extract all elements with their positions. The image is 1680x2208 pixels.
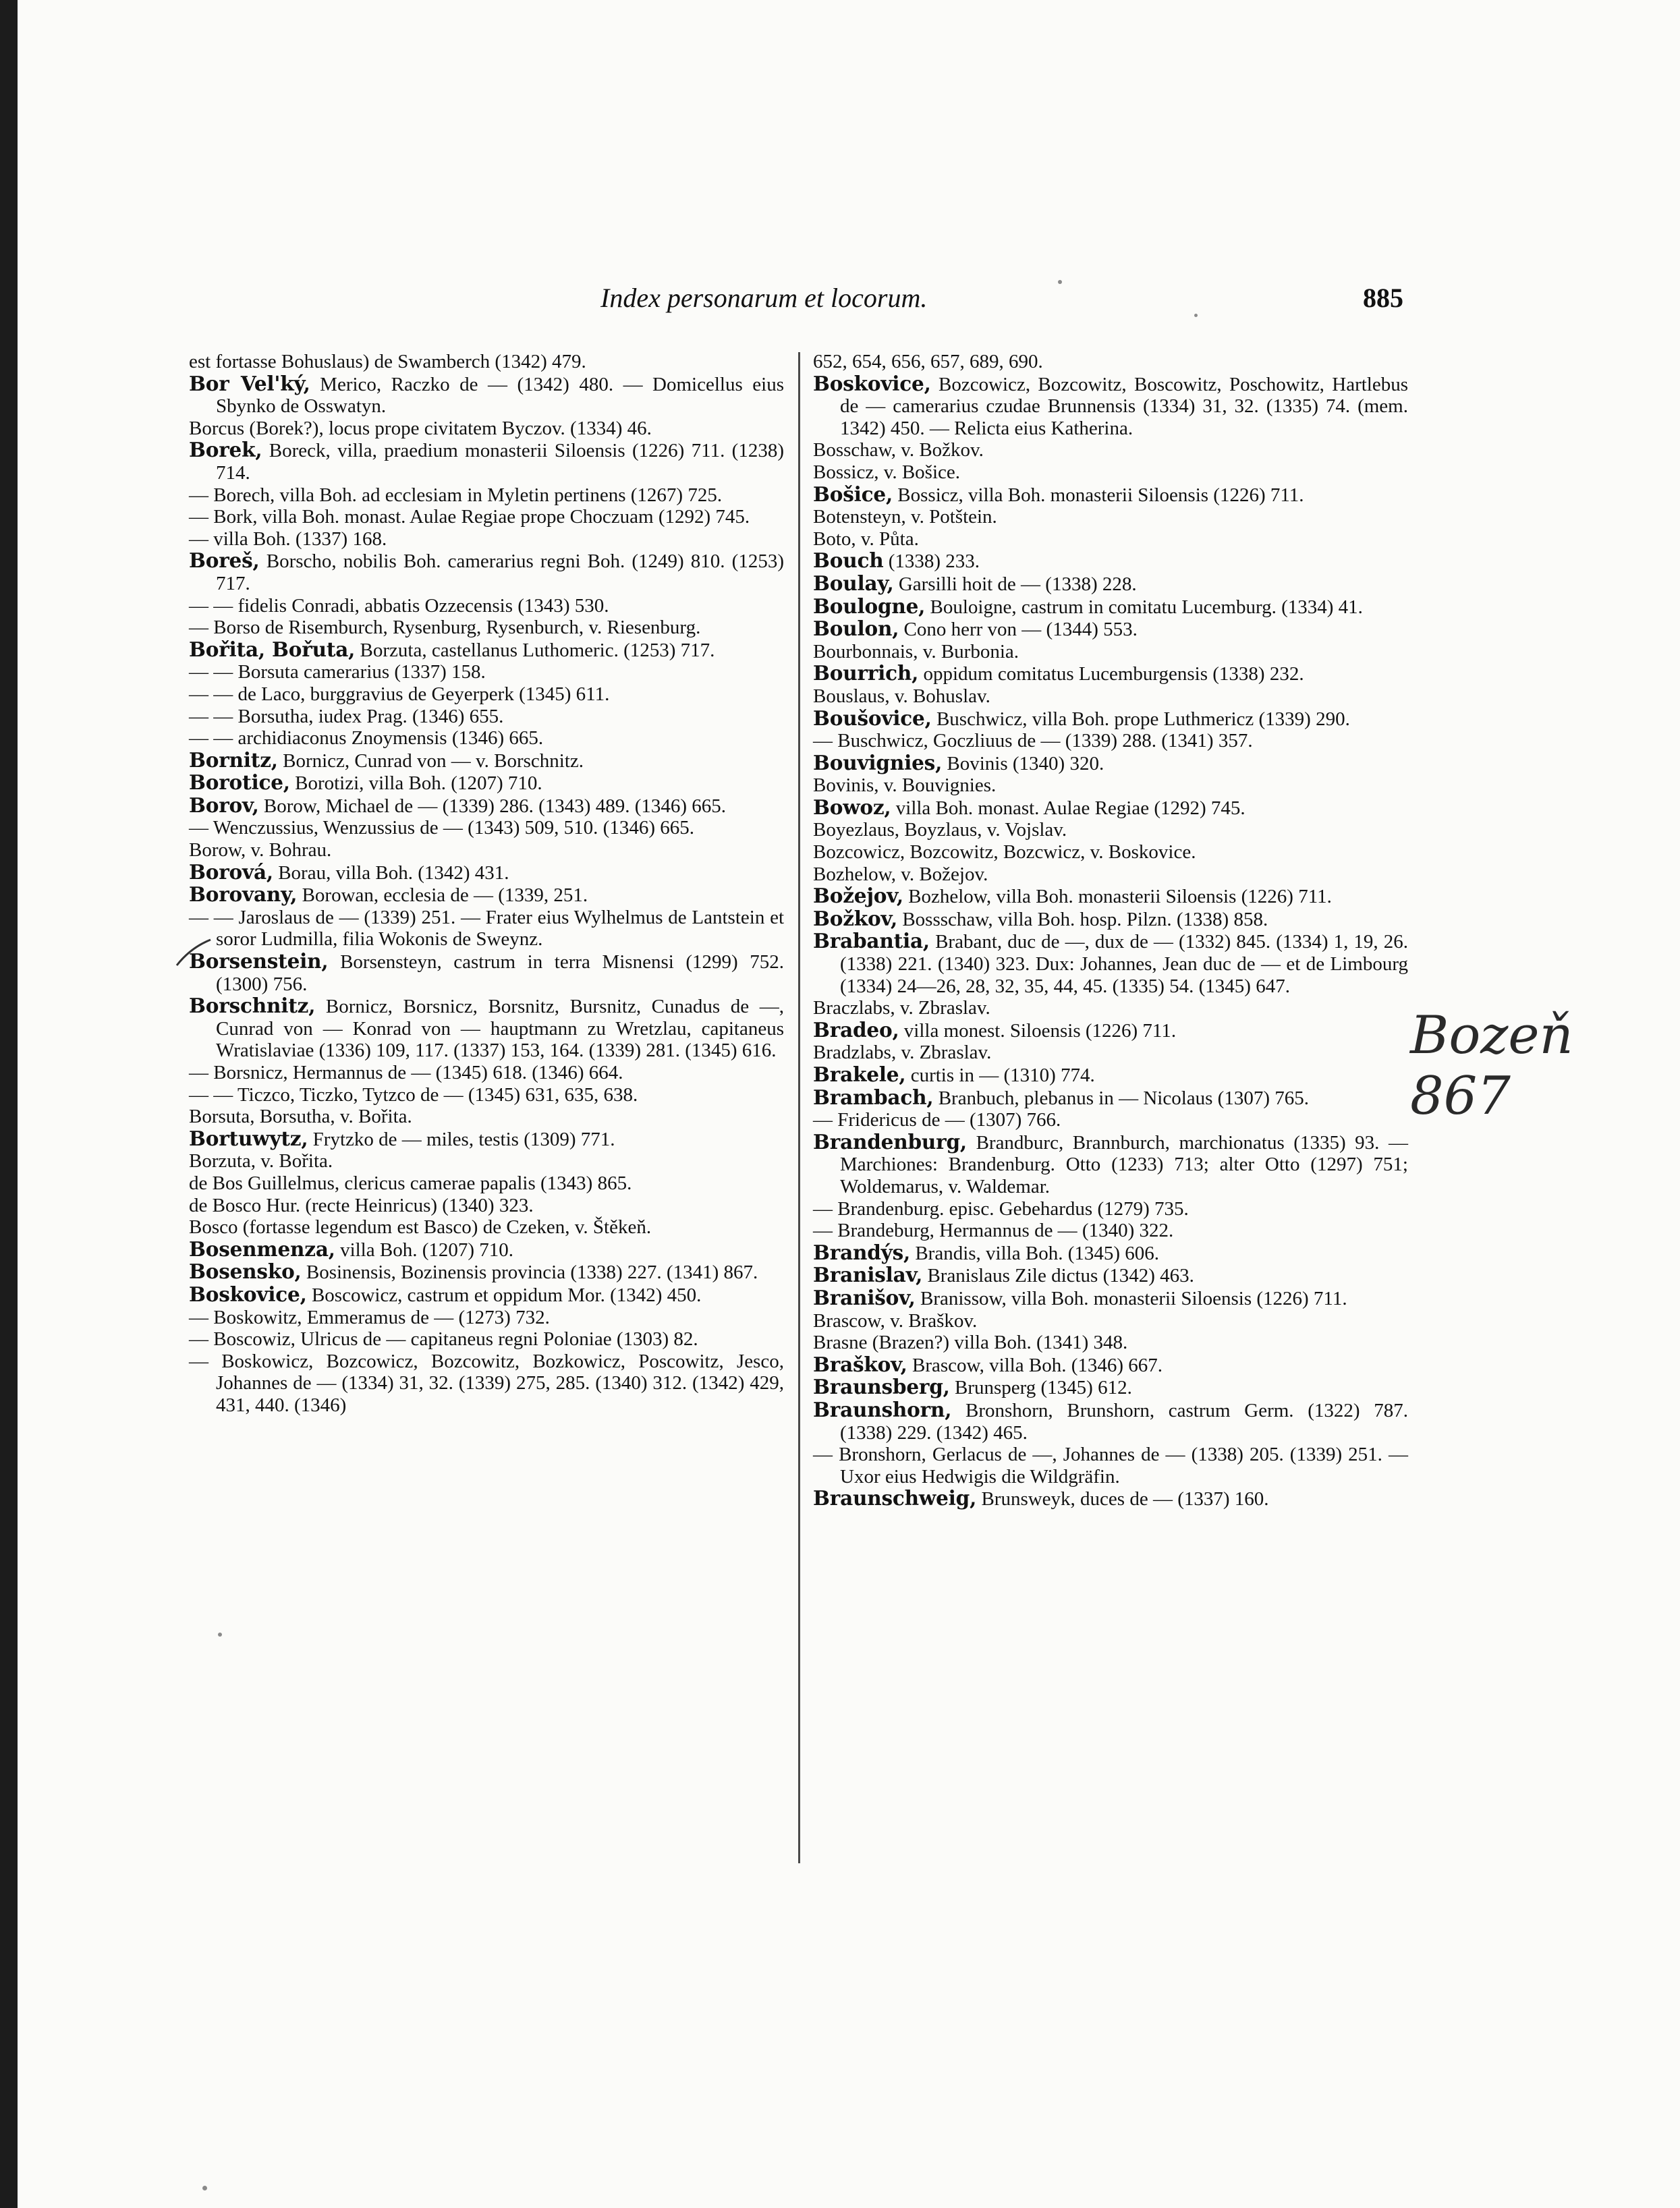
index-entry [813, 1042, 1408, 1064]
index-entry-headword: Bošice, [813, 482, 893, 506]
index-entry [189, 951, 784, 995]
index-entry [189, 1106, 784, 1128]
index-entry-headword: Borsenstein, [189, 949, 329, 973]
index-entry-headword: Braunshorn, [813, 1397, 952, 1421]
index-entry-text: Buschwicz, villa Boh. prope Luthmericz (1339) 290. [931, 708, 1350, 730]
index-entry-headword: Brandenburg, [813, 1129, 967, 1154]
index-entry [813, 1444, 1408, 1488]
index-entry-text: Bossschaw, villa Boh. hosp. Pilzn. (1338) 858. [897, 908, 1268, 930]
running-head [600, 282, 1403, 320]
index-entry-headword: Bosensko, [189, 1259, 302, 1284]
index-entry-text: Boscowicz, castrum et oppidum Mor. (1342) 450. [306, 1284, 702, 1306]
index-entry [813, 1399, 1408, 1444]
index-entry-headword: Brandýs, [813, 1240, 911, 1264]
index-entry [813, 1242, 1408, 1265]
index-entry [189, 995, 784, 1062]
index-entry [813, 1064, 1408, 1087]
scan-left-edge [0, 0, 18, 2208]
index-entry-text: Bovinis (1340) 320. [942, 752, 1104, 774]
index-entry [813, 685, 1408, 708]
index-entry [189, 727, 784, 749]
index-entry-text: — Borech, villa Boh. ad ecclesiam in Myletin pertinens (1267) 725. [189, 484, 723, 506]
index-entry [189, 639, 784, 662]
index-entry [813, 573, 1408, 596]
margin-note-text: Bozeň 867 [1410, 1005, 1573, 1127]
index-entry-text: Borowan, ecclesia de — (1339, 251. [297, 884, 588, 907]
index-entry [813, 841, 1408, 864]
index-entry-headword: Bouvignies, [813, 750, 943, 774]
index-entry [813, 752, 1408, 775]
index-entry [813, 1287, 1408, 1310]
index-entry [189, 861, 784, 884]
index-entry-text: — Bronshorn, Gerlacus de —, Johannes de — (1338) 205. (1339) 251. — Uxor eius Hedwigis die Wildgräfin. [813, 1444, 1408, 1488]
index-entry [813, 930, 1408, 997]
index-entry-text: 652, 654, 656, 657, 689, 690. [813, 351, 1043, 372]
index-entry [189, 373, 784, 418]
index-entry-headword: Borek, [189, 438, 262, 462]
index-entry-text: Bornicz, Borsnicz, Borsnitz, Bursnitz, Cunadus de —, Cunrad von — Konrad von — hauptmann zu Wretzlau, capitaneus Wratislaviae (1336) 109, 117. (1337) 153, 164. (1339) 281. (1345) 616. [216, 996, 784, 1062]
index-column-right [813, 351, 1408, 1875]
index-entry-text: Borau, villa Boh. (1342) 431. [273, 861, 509, 884]
index-entry [813, 1264, 1408, 1287]
index-entry-text: Cono herr von — (1344) 553. [899, 619, 1138, 641]
index-entry-text: de Bosco Hur. (recte Heinricus) (1340) 323. [189, 1194, 534, 1216]
index-entry [189, 749, 784, 772]
index-entry-text: Bradzlabs, v. Zbraslav. [813, 1042, 992, 1064]
index-entry-headword: Bornitz, [189, 747, 278, 772]
index-entry [813, 373, 1408, 440]
index-entry [189, 1084, 784, 1106]
index-entry-text: — Borso de Risemburch, Rysenburg, Rysenburch, v. Riesenburg. [189, 617, 701, 639]
index-entry [813, 819, 1408, 841]
index-entry-text: Bronshorn, Brunshorn, castrum Germ. (1322) 787. (1338) 229. (1342) 465. [840, 1399, 1408, 1444]
index-entry-text: — — Borsutha, iudex Prag. (1346) 655. [189, 705, 504, 727]
index-entry [813, 351, 1408, 373]
index-entry-text: Bozcowicz, Bozcowitz, Bozcwicz, v. Boskovice. [813, 841, 1196, 864]
running-title: Index personarum et locorum. [600, 283, 928, 313]
index-entry [189, 661, 784, 683]
index-entry [813, 641, 1408, 663]
index-entry [813, 1019, 1408, 1042]
index-entry [189, 528, 784, 550]
index-entry [813, 774, 1408, 797]
index-entry-text: Brasne (Brazen?) villa Boh. (1341) 348. [813, 1332, 1128, 1354]
index-entry-text: Boyezlaus, Boyzlaus, v. Vojslav. [813, 819, 1067, 841]
index-entry-headword: Boušovice, [813, 706, 932, 730]
index-entry-headword: Borovany, [189, 882, 298, 907]
index-entry [189, 1128, 784, 1151]
index-entry-text: — — Ticzco, Ticzko, Tytzco de — (1345) 631, 635, 638. [189, 1083, 638, 1106]
index-entry-text: Bouloigne, castrum in comitatu Lucemburg. (1334) 41. [925, 596, 1363, 618]
index-entry-text: Branbuch, plebanus in — Nicolaus (1307) 765. [933, 1087, 1309, 1109]
index-entry-text: Brandis, villa Boh. (1345) 606. [910, 1242, 1160, 1264]
index-entry [189, 1261, 784, 1284]
index-entry [813, 997, 1408, 1019]
index-entry-text: Garsilli hoit de — (1338) 228. [893, 573, 1137, 595]
index-entry-headword: Božkov, [813, 906, 898, 930]
index-entry-headword: Braškov, [813, 1352, 907, 1376]
index-entry-text: Boto, v. Půta. [813, 528, 919, 550]
index-entry [813, 662, 1408, 685]
margin-pointer-mark [174, 934, 212, 975]
index-entry [813, 1310, 1408, 1332]
index-entry-text: Brascow, v. Braškov. [813, 1309, 978, 1332]
index-entry [189, 817, 784, 839]
index-entry-headword: Bourrich, [813, 661, 919, 685]
index-entry-headword: Borotice, [189, 770, 290, 795]
handwritten-margin-note [1410, 1005, 1653, 1127]
index-entry-headword: Božejov, [813, 884, 903, 908]
index-entry-text: Bossicz, villa Boh. monasterii Siloensis (1226) 711. [893, 484, 1304, 506]
index-entry [813, 528, 1408, 550]
index-entry [813, 908, 1408, 931]
index-entry-headword: Borov, [189, 793, 259, 817]
index-entry-text: Brunsperg (1345) 612. [949, 1377, 1132, 1399]
index-entry-headword: Borschnitz, [189, 994, 316, 1018]
scan-speck [1194, 314, 1198, 317]
index-entry-text: — Bork, villa Boh. monast. Aulae Regiae prope Choczuam (1292) 745. [189, 506, 750, 528]
index-entry [189, 550, 784, 594]
index-entry [189, 1172, 784, 1195]
scan-speck [218, 1633, 222, 1637]
index-entry [189, 795, 784, 818]
index-entry [813, 1131, 1408, 1198]
index-entry [813, 1332, 1408, 1354]
index-entry-text: de Bos Guillelmus, clericus camerae papalis (1343) 865. [189, 1172, 632, 1194]
index-entry-text: Botensteyn, v. Potštein. [813, 506, 997, 528]
index-entry-text: Bozcowicz, Bozcowitz, Boscowitz, Poschowitz, Hartlebus de — camerarius czudae Brunnensis (1334) 31, 32. (1335) 74. (mem. 1342) 450. — Relicta eius Katherina. [840, 373, 1408, 439]
index-entry-headword: Bouch [813, 548, 884, 573]
index-entry [813, 618, 1408, 641]
index-entry-headword: Bradeo, [813, 1017, 899, 1042]
index-entry [189, 1062, 784, 1084]
scan-speck [202, 2186, 207, 2190]
index-entry-text: — Boskowicz, Bozcowicz, Bozcowitz, Bozkowicz, Poscowitz, Jesco, Johannes de — (1334) 31, 32. (1339) 275, 285. (1340) 312. (1342) 429, 431, 440. (1346) [189, 1350, 784, 1416]
index-entry-text: Branislaus Zile dictus (1342) 463. [922, 1265, 1194, 1287]
index-entry [189, 907, 784, 951]
index-entry-headword: Brabantia, [813, 929, 930, 953]
page-number: 885 [1363, 283, 1403, 313]
index-entry-text: Borzuta, castellanus Luthomeric. (1253) 717. [355, 639, 715, 661]
index-entry-headword: Bowoz, [813, 795, 891, 819]
index-entry-text: Borotizi, villa Boh. (1207) 710. [289, 772, 542, 795]
index-entry [813, 1087, 1408, 1110]
index-entry-headword: Branišov, [813, 1285, 916, 1309]
index-entry [189, 772, 784, 795]
index-entry-text: Bosco (fortasse legendum est Basco) de Czeken, v. Štěkeň. [189, 1216, 652, 1239]
index-entry-text: Boreck, villa, praedium monasterii Siloensis (1226) 711. (1238) 714. [216, 440, 784, 484]
index-entry-text: villa monest. Siloensis (1226) 711. [899, 1019, 1177, 1042]
index-entry-text: — — fidelis Conradi, abbatis Ozzecensis (1343) 530. [189, 594, 609, 617]
index-entry-text: curtis in — (1310) 774. [905, 1065, 1095, 1086]
index-entry-text: — Wenczussius, Wenzussius de — (1343) 509, 510. (1346) 665. [189, 817, 694, 839]
index-entry [189, 1284, 784, 1307]
index-entry [813, 1376, 1408, 1399]
index-entry-headword: Bosenmenza, [189, 1237, 335, 1261]
index-entry [189, 1216, 784, 1239]
index-entry-text: — Boskowitz, Emmeramus de — (1273) 732. [189, 1306, 550, 1328]
index-entry-text: Merico, Raczko de — (1342) 480. — Domicellus eius Sbynko de Osswatyn. [216, 373, 784, 418]
index-entry-text: — Borsnicz, Hermannus de — (1345) 618. (1346) 664. [189, 1062, 623, 1083]
index-entry [813, 730, 1408, 752]
index-entry-headword: Brambach, [813, 1085, 934, 1109]
index-entry-text: Borcus (Borek?), locus prope civitatem Byczov. (1334) 46. [189, 417, 652, 439]
index-entry-text: — — archidiaconus Znoymensis (1346) 665. [189, 727, 544, 749]
index-entry-text: Branissow, villa Boh. monasterii Siloensis (1226) 711. [915, 1287, 1347, 1309]
index-entry-text: Brabant, duc de —, dux de — (1332) 845. (1334) 1, 19, 26. (1338) 221. (1340) 323. Dux: Johannes, Jean duc de — et de Limbourg (1334) 24—26, 28, 32, 35, 44, 45. (1335) 54. (1345) 647. [840, 931, 1408, 997]
index-entry [189, 506, 784, 528]
index-entry [189, 1307, 784, 1329]
index-entry [813, 1354, 1408, 1377]
index-entry [189, 617, 784, 639]
index-entry-text: Borsensteyn, castrum in terra Misnensi (1299) 752. (1300) 756. [216, 951, 784, 995]
index-entry [813, 484, 1408, 507]
index-entry-text: Borscho, nobilis Boh. camerarius regni Boh. (1249) 810. (1253) 717. [216, 550, 784, 594]
index-entry-text: Bozhelow, v. Božejov. [813, 863, 988, 885]
index-entry-text: Borow, v. Bohrau. [189, 839, 332, 861]
index-entry [189, 683, 784, 706]
index-entry [189, 351, 784, 373]
column-divider [798, 352, 800, 1863]
index-entry-text: Bozhelow, villa Boh. monasterii Siloensis (1226) 711. [903, 886, 1332, 908]
index-entry [813, 1198, 1408, 1220]
index-entry [813, 550, 1408, 573]
index-entry-headword: Brakele, [813, 1063, 906, 1086]
index-entry-text: est fortasse Bohuslaus) de Swamberch (1342) 479. [189, 351, 586, 372]
index-entry-headword: Bořita, Bořuta, [189, 637, 356, 661]
index-entry [189, 418, 784, 440]
index-entry-headword: Boreš, [189, 548, 260, 573]
index-entry-text: villa Boh. monast. Aulae Regiae (1292) 745. [891, 797, 1245, 819]
index-column-left [189, 351, 784, 1875]
index-entry-text: Bornicz, Cunrad von — v. Borschnitz. [277, 749, 584, 772]
index-entry-text: Bosschaw, v. Božkov. [813, 439, 984, 461]
index-entry-text: — — Borsuta camerarius (1337) 158. [189, 661, 486, 683]
index-entry-text: — villa Boh. (1337) 168. [189, 528, 387, 550]
index-entry [189, 706, 784, 728]
index-entry [813, 439, 1408, 461]
index-entry [813, 864, 1408, 886]
index-entry-headword: Branislav, [813, 1263, 923, 1287]
index-entry-text: Brandburc, Brannburch, marchionatus (1335) 93. — Marchiones: Brandenburg. Otto (1233) 713; alter Otto (1297) 751; Woldemarus, v. Waldemar. [840, 1131, 1408, 1197]
index-entry-text: Bovinis, v. Bouvignies. [813, 774, 997, 797]
index-entry-text: Borzuta, v. Bořita. [189, 1150, 333, 1172]
index-entry [189, 884, 784, 907]
index-entry-text: — Boscowiz, Ulricus de — capitaneus regni Poloniae (1303) 82. [189, 1328, 698, 1351]
index-entry-text: oppidum comitatus Lucemburgensis (1338) 232. [918, 663, 1304, 685]
index-entry-headword: Bor Vel'ký, [189, 371, 310, 395]
index-entry-text: Borow, Michael de — (1339) 286. (1343) 489. (1346) 665. [258, 795, 727, 817]
index-entry [189, 484, 784, 507]
index-entry [813, 708, 1408, 731]
index-entry-headword: Braunschweig, [813, 1486, 977, 1510]
index-entry [189, 1351, 784, 1417]
index-entry-text: Bouslaus, v. Bohuslav. [813, 685, 990, 707]
index-entry [813, 797, 1408, 820]
index-entry [189, 839, 784, 861]
index-entry-text: — Brandenburg. episc. Gebehardus (1279) 735. [813, 1197, 1189, 1220]
index-entry [813, 1488, 1408, 1510]
index-entry [813, 885, 1408, 908]
index-entry-headword: Boskovice, [813, 371, 931, 395]
index-entry-text: Bourbonnais, v. Burbonia. [813, 640, 1019, 662]
index-entry-text: Bossicz, v. Bošice. [813, 461, 961, 483]
index-entry-headword: Braunsberg, [813, 1375, 950, 1399]
index-entry-text: (1338) 233. [883, 550, 980, 573]
index-entry-text: Braczlabs, v. Zbraslav. [813, 997, 990, 1019]
index-entry-text: Frytzko de — miles, testis (1309) 771. [308, 1128, 615, 1150]
index-entry-text: Borsuta, Borsutha, v. Bořita. [189, 1106, 412, 1128]
index-entry-text: — Brandeburg, Hermannus de — (1340) 322. [813, 1220, 1174, 1242]
index-entry [189, 1150, 784, 1172]
scan-speck [1058, 280, 1062, 284]
index-entry-text: — Buschwicz, Goczliuus de — (1339) 288. (1341) 357. [813, 730, 1253, 752]
index-entry-headword: Boulogne, [813, 594, 926, 618]
index-entry-text: — — Jaroslaus de — (1339) 251. — Frater eius Wylhelmus de Lantstein et soror Ludmilla, filia Wokonis de Sweynz. [189, 906, 784, 951]
index-entry [189, 1239, 784, 1262]
index-entry-headword: Borová, [189, 859, 273, 884]
index-entry [189, 595, 784, 617]
index-entry-text: Brascow, villa Boh. (1346) 667. [907, 1354, 1163, 1376]
index-entry [189, 439, 784, 484]
index-entry-text: villa Boh. (1207) 710. [335, 1239, 514, 1261]
index-entry-headword: Boskovice, [189, 1282, 307, 1306]
index-entry-headword: Boulon, [813, 617, 899, 641]
index-entry [189, 1195, 784, 1217]
index-entry [813, 1220, 1408, 1242]
index-entry-headword: Bortuwytz, [189, 1126, 308, 1150]
index-entry-text: — — de Laco, burggravius de Geyerperk (1345) 611. [189, 683, 610, 705]
index-entry-text: Brunsweyk, duces de — (1337) 160. [976, 1488, 1269, 1510]
index-entry [813, 1109, 1408, 1131]
index-entry-text: Bosinensis, Bozinensis provincia (1338) 227. (1341) 867. [301, 1262, 758, 1284]
index-entry [813, 461, 1408, 484]
index-entry [813, 596, 1408, 619]
index-entry [813, 506, 1408, 528]
index-entry [189, 1328, 784, 1351]
index-entry-text: — Fridericus de — (1307) 766. [813, 1109, 1061, 1131]
index-entry-headword: Boulay, [813, 571, 894, 595]
